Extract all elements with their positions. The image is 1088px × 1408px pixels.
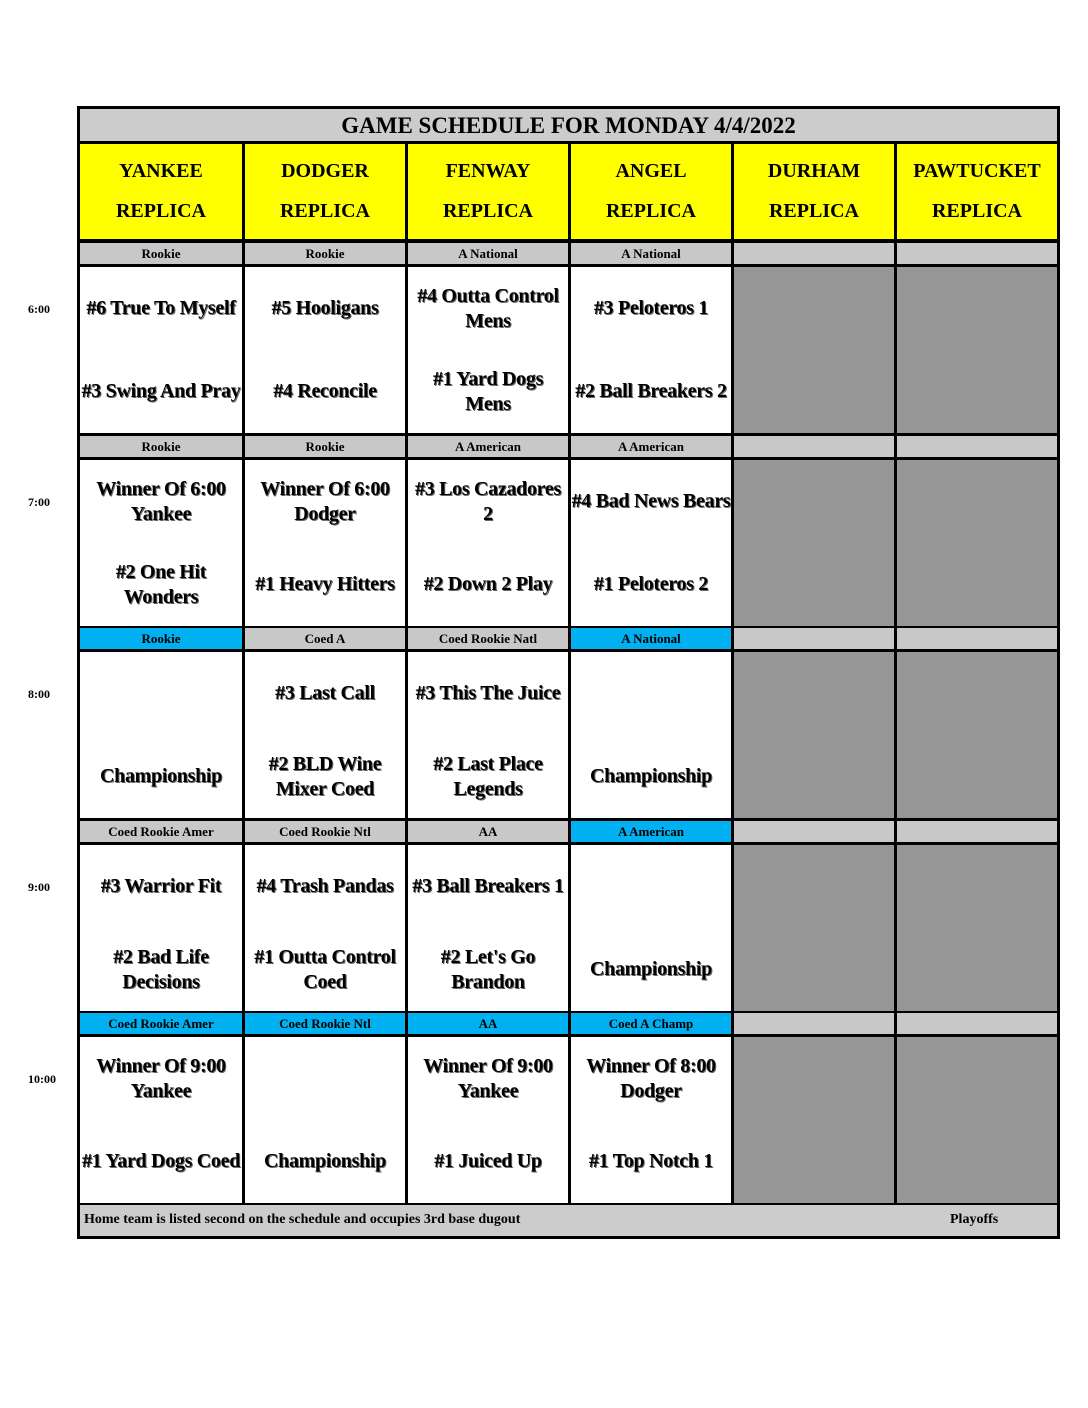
- division-label: AA: [408, 821, 568, 842]
- field-header: [734, 144, 894, 239]
- field-header: [897, 144, 1057, 239]
- field-subtitle: REPLICA: [115, 199, 206, 222]
- division-label: [897, 243, 1057, 264]
- game-cell: [571, 267, 731, 433]
- home-team: #2 BLD Wine Mixer Coed: [268, 752, 382, 800]
- division-label: [734, 436, 894, 457]
- home-team: #2 Down 2 Play: [423, 573, 553, 595]
- division-label: [897, 821, 1057, 842]
- home-team: #2 Ball Breakers 2: [575, 380, 727, 402]
- championship-label: Championship: [589, 958, 712, 980]
- game-cell: [245, 460, 405, 626]
- home-team: #1 Outta Control Coed: [254, 945, 396, 993]
- empty-field-cell: [897, 1037, 1057, 1203]
- field-name: ANGEL: [615, 160, 687, 183]
- field-name: FENWAY: [445, 160, 531, 183]
- division-label: Coed Rookie Amer: [80, 821, 242, 842]
- empty-field-cell: [734, 652, 894, 818]
- field-subtitle: REPLICA: [768, 199, 859, 222]
- game-cell: [408, 845, 568, 1011]
- championship-label: Championship: [589, 765, 712, 787]
- away-team: #3 Ball Breakers 1: [412, 875, 564, 897]
- division-label: A National: [408, 243, 568, 264]
- footer-playoffs-label: Playoffs: [950, 1212, 999, 1227]
- away-team: #3 Last Call: [275, 682, 375, 704]
- field-header: [245, 144, 405, 239]
- home-team: #2 Bad Life Decisions: [113, 945, 209, 993]
- division-label: A American: [408, 436, 568, 457]
- away-team: Winner Of 9:00 Yankee: [96, 1054, 226, 1102]
- away-team: #4 Outta Control Mens: [417, 284, 559, 332]
- empty-field-cell: [734, 267, 894, 433]
- slot-time: 9:00: [28, 880, 50, 894]
- division-label: Rookie: [245, 243, 405, 264]
- field-name: PAWTUCKET: [913, 160, 1041, 183]
- empty-field-cell: [734, 1037, 894, 1203]
- division-label: Rookie: [245, 436, 405, 457]
- empty-field-cell: [897, 845, 1057, 1011]
- footer-note: Home team is listed second on the schedule and occupies 3rd base dugout: [84, 1212, 521, 1227]
- division-label: [897, 1013, 1057, 1034]
- empty-field-cell: [734, 460, 894, 626]
- division-label: Rookie: [80, 436, 242, 457]
- field-header: [408, 144, 568, 239]
- field-subtitle: REPLICA: [931, 199, 1022, 222]
- schedule-table: [77, 106, 1060, 1239]
- away-team: #3 Los Cazadores 2: [415, 477, 561, 525]
- division-label: [734, 1013, 894, 1034]
- game-cell: [245, 1037, 405, 1203]
- footer-bar: [80, 1205, 1057, 1236]
- game-cell: [408, 460, 568, 626]
- field-header: [80, 144, 242, 239]
- field-subtitle: REPLICA: [279, 199, 370, 222]
- empty-field-cell: [897, 267, 1057, 433]
- slot-time: 7:00: [28, 495, 50, 509]
- game-cell: [571, 460, 731, 626]
- division-label: Rookie: [80, 243, 242, 264]
- division-label: [897, 628, 1057, 649]
- slot-time: 8:00: [28, 687, 50, 701]
- division-label: A American: [571, 821, 731, 842]
- game-cell: [408, 267, 568, 433]
- schedule-title: GAME SCHEDULE FOR MONDAY 4/4/2022: [80, 109, 1057, 141]
- division-label: A National: [571, 243, 731, 264]
- division-label: A American: [571, 436, 731, 457]
- division-label: [734, 628, 894, 649]
- division-label: Rookie: [80, 628, 242, 649]
- away-team: Winner Of 9:00 Yankee: [423, 1054, 553, 1102]
- away-team: #6 True To Myself: [86, 297, 236, 319]
- away-team: #4 Bad News Bears: [571, 490, 731, 512]
- home-team: #1 Peloteros 2: [593, 573, 709, 595]
- field-name: YANKEE: [119, 160, 203, 183]
- field-subtitle: REPLICA: [442, 199, 533, 222]
- game-cell: [80, 460, 242, 626]
- slot-time: 10:00: [28, 1072, 56, 1086]
- away-team: Winner Of 6:00 Yankee: [96, 477, 226, 525]
- game-cell: [80, 652, 242, 818]
- division-label: Coed A: [245, 628, 405, 649]
- home-team: #2 Last Place Legends: [433, 752, 543, 800]
- division-label: Coed A Champ: [571, 1013, 731, 1034]
- game-cell: [408, 1037, 568, 1203]
- home-team: #3 Swing And Pray: [81, 380, 241, 402]
- division-label: AA: [408, 1013, 568, 1034]
- away-team: Winner Of 8:00 Dodger: [586, 1054, 716, 1102]
- home-team: #1 Yard Dogs Coed: [81, 1150, 241, 1172]
- away-team: #3 Warrior Fit: [100, 875, 222, 897]
- field-name: DURHAM: [767, 160, 861, 183]
- division-label: Coed Rookie Ntl: [245, 1013, 405, 1034]
- home-team: #2 Let's Go Brandon: [440, 945, 536, 993]
- empty-field-cell: [734, 845, 894, 1011]
- division-label: Coed Rookie Amer: [80, 1013, 242, 1034]
- field-name: DODGER: [281, 160, 369, 183]
- away-team: #3 Peloteros 1: [593, 297, 709, 319]
- game-cell: [571, 845, 731, 1011]
- division-label: A National: [571, 628, 731, 649]
- empty-field-cell: [897, 652, 1057, 818]
- division-label: [897, 436, 1057, 457]
- division-label: [734, 821, 894, 842]
- home-team: #2 One Hit Wonders: [115, 560, 207, 608]
- home-team: #1 Heavy Hitters: [255, 573, 395, 595]
- division-label: Coed Rookie Natl: [408, 628, 568, 649]
- game-cell: [408, 652, 568, 818]
- game-cell: [571, 652, 731, 818]
- championship-label: Championship: [99, 765, 222, 787]
- game-cell: [80, 845, 242, 1011]
- division-label: [734, 243, 894, 264]
- game-cell: [245, 267, 405, 433]
- away-team: #4 Trash Pandas: [256, 875, 394, 897]
- division-label: Coed Rookie Ntl: [245, 821, 405, 842]
- game-cell: [245, 652, 405, 818]
- game-cell: [80, 1037, 242, 1203]
- away-team: Winner Of 6:00 Dodger: [260, 477, 390, 525]
- home-team: #4 Reconcile: [273, 380, 377, 402]
- empty-field-cell: [897, 460, 1057, 626]
- championship-label: Championship: [263, 1150, 386, 1172]
- game-cell: [245, 845, 405, 1011]
- away-team: #5 Hooligans: [271, 297, 379, 319]
- game-cell: [571, 1037, 731, 1203]
- away-team: #3 This The Juice: [415, 682, 561, 704]
- home-team: #1 Yard Dogs Mens: [432, 367, 544, 415]
- field-header: [571, 144, 731, 239]
- game-cell: [80, 267, 242, 433]
- home-team: #1 Top Notch 1: [588, 1150, 714, 1172]
- field-subtitle: REPLICA: [605, 199, 696, 222]
- home-team: #1 Juiced Up: [434, 1150, 542, 1172]
- slot-time: 6:00: [28, 302, 50, 316]
